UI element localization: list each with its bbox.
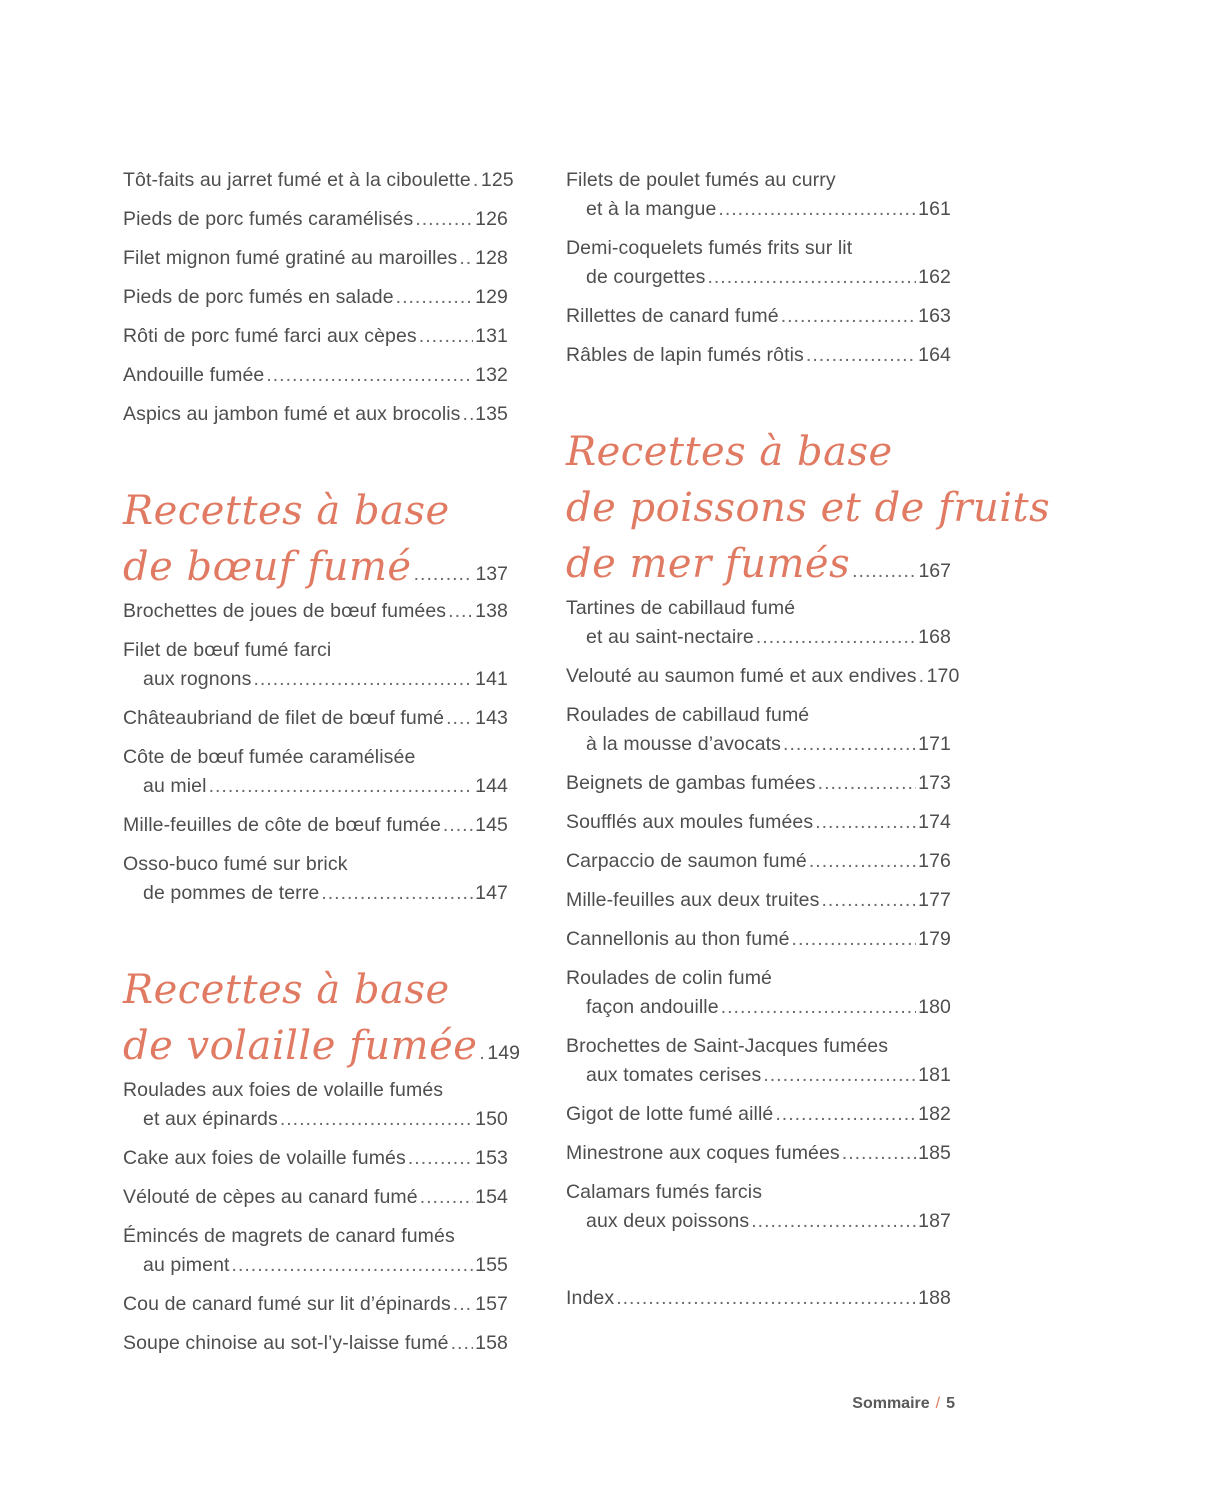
entry-page: 125 [480, 169, 514, 191]
entry-page: 174 [918, 811, 951, 833]
leader-dots [446, 704, 473, 733]
toc-entry[interactable] [566, 1178, 951, 1236]
entry-title: Andouille fumée [123, 364, 265, 386]
entry-page: 141 [475, 668, 508, 690]
entry-title: Vélouté de cèpes au canard fumé [123, 1186, 418, 1208]
toc-entry[interactable] [566, 594, 951, 652]
toc-entry[interactable] [123, 1222, 508, 1280]
entry-page: 173 [918, 772, 951, 794]
entry-title: Pieds de porc fumés en salade [123, 286, 394, 308]
leader-dots [852, 560, 916, 583]
entry-list-poultry [123, 1076, 508, 1358]
toc-entry[interactable] [123, 400, 508, 429]
leader-dots [718, 195, 916, 224]
entry-page: 162 [918, 266, 951, 288]
leader-dots [232, 1251, 474, 1280]
toc-entry[interactable] [566, 234, 951, 292]
entry-page: 163 [918, 305, 951, 327]
entry-page: 164 [918, 344, 951, 366]
leader-dots [721, 993, 916, 1022]
toc-entry[interactable] [566, 769, 951, 798]
toc-entry[interactable] [566, 662, 960, 691]
entry-title: Tôt-faits au jarret fumé et à la ciboulette [123, 169, 471, 191]
entry-title: Rôti de porc fumé farci aux cèpes [123, 325, 417, 347]
leader-dots [451, 1329, 474, 1358]
entry-title: Cou de canard fumé sur lit d’épinards [123, 1293, 451, 1315]
leader-dots [420, 1183, 473, 1212]
leader-dots [783, 730, 916, 759]
leader-dots [280, 1105, 473, 1134]
leader-dots [473, 166, 479, 195]
leader-dots [792, 925, 917, 954]
entry-page: 129 [475, 286, 508, 308]
section-page: 137 [475, 563, 508, 585]
entry-title: Cake aux foies de volaille fumés [123, 1147, 406, 1169]
entry-title: Mille-feuilles de côte de bœuf fumée [123, 814, 441, 836]
toc-entry[interactable] [566, 808, 951, 837]
entry-title: Soupe chinoise au sot-l’y-laisse fumé [123, 1332, 449, 1354]
toc-entry[interactable] [566, 886, 951, 915]
entry-title-continuation: et aux épinards [143, 1108, 278, 1130]
entry-title-continuation: et au saint-nectaire [586, 626, 754, 648]
entry-page: 128 [475, 247, 508, 269]
toc-entry-index[interactable] [566, 1284, 951, 1313]
entry-page: 176 [918, 850, 951, 872]
section-page: 149 [487, 1042, 520, 1064]
section-title-line: de poissons et de fruits [566, 485, 1051, 531]
section-title-line: de mer fumés [566, 541, 851, 587]
toc-entry[interactable] [566, 925, 951, 954]
entry-title: Demi-coquelets fumés frits sur lit [566, 237, 853, 259]
leader-dots [266, 361, 473, 390]
entry-list-pork [123, 166, 514, 429]
entry-title-continuation: à la mousse d’avocats [586, 733, 782, 755]
leader-dots [209, 772, 474, 801]
entry-title-continuation: au piment [143, 1254, 230, 1276]
entry-title-continuation: façon andouille [586, 996, 719, 1018]
entry-title: Filet de bœuf fumé farci [123, 639, 332, 661]
entry-title-continuation: au miel [143, 775, 207, 797]
section-title-line: Recettes à base [566, 429, 893, 475]
toc-entry[interactable] [123, 1329, 508, 1358]
leader-dots [919, 662, 925, 691]
entry-title: Châteaubriand de filet de bœuf fumé [123, 707, 445, 729]
leader-dots [459, 244, 473, 273]
toc-entry[interactable] [123, 597, 508, 626]
entry-title: Cannellonis au thon fumé [566, 928, 790, 950]
leader-dots [443, 811, 473, 840]
footer-separator: / [935, 1395, 941, 1412]
index-block [566, 1284, 951, 1313]
entry-page: 150 [475, 1108, 508, 1130]
entry-title: Brochettes de joues de bœuf fumées [123, 600, 447, 622]
leader-dots [842, 1139, 916, 1168]
entry-page: 132 [475, 364, 508, 386]
entry-title-continuation: aux deux poissons [586, 1210, 750, 1232]
entry-page: 147 [475, 882, 508, 904]
leader-dots [775, 1100, 916, 1129]
entry-page: 185 [918, 1142, 951, 1164]
toc-entry[interactable] [123, 283, 508, 312]
entry-page: 144 [475, 775, 508, 797]
leader-dots [415, 205, 473, 234]
toc-entry[interactable] [123, 205, 508, 234]
section-heading-beef[interactable] [123, 483, 508, 595]
leader-dots [821, 886, 916, 915]
entry-title: Roulades de cabillaud fumé [566, 704, 810, 726]
footer-label: Sommaire [852, 1395, 930, 1412]
toc-entry[interactable] [123, 743, 508, 801]
entry-title: Soufflés aux moules fumées [566, 811, 814, 833]
leader-dots [818, 769, 917, 798]
entry-title-continuation: aux tomates cerises [586, 1064, 762, 1086]
toc-entry[interactable] [123, 811, 508, 840]
entry-title: Beignets de gambas fumées [566, 772, 816, 794]
leader-dots [806, 341, 916, 370]
leader-dots [463, 400, 474, 429]
leader-dots [751, 1207, 916, 1236]
entry-title: Tartines de cabillaud fumé [566, 597, 796, 619]
toc-entry[interactable] [123, 1076, 508, 1134]
entry-title: Calamars fumés farcis [566, 1181, 763, 1203]
entry-title: Velouté au saumon fumé et aux endives [566, 665, 917, 687]
entry-page: 181 [918, 1064, 951, 1086]
footer-page-number: 5 [946, 1395, 955, 1412]
leader-dots [321, 879, 473, 908]
entry-title-continuation: et à la mangue [586, 198, 717, 220]
entry-title-continuation: de courgettes [586, 266, 706, 288]
entry-list-poultry-cont [566, 166, 951, 370]
leader-dots [453, 1290, 473, 1319]
section-page: 167 [918, 560, 951, 582]
entry-page: 187 [918, 1210, 951, 1232]
section-title-line: Recettes à base [123, 488, 450, 534]
toc-entry[interactable] [566, 847, 951, 876]
section-title-line: de bœuf fumé [123, 544, 412, 590]
entry-page: 158 [475, 1332, 508, 1354]
leader-dots [396, 283, 474, 312]
leader-dots [616, 1284, 916, 1313]
leader-dots [408, 1144, 473, 1173]
leader-dots [756, 623, 916, 652]
section-heading-seafood[interactable] [566, 424, 1051, 592]
toc-entry[interactable] [123, 1183, 508, 1212]
toc-entry[interactable] [566, 964, 951, 1022]
entry-page: 145 [475, 814, 508, 836]
entry-page: 188 [918, 1287, 951, 1309]
toc-entry[interactable] [566, 302, 951, 331]
entry-title: Pieds de porc fumés caramélisés [123, 208, 414, 230]
leader-dots [414, 563, 474, 586]
entry-page: 171 [918, 733, 951, 755]
toc-entry[interactable] [123, 166, 514, 195]
entry-page: 155 [475, 1254, 508, 1276]
leader-dots [253, 665, 473, 694]
entry-title: Filet mignon fumé gratiné au maroilles [123, 247, 458, 269]
entry-title: Gigot de lotte fumé aillé [566, 1103, 774, 1125]
toc-entry[interactable] [123, 636, 508, 694]
toc-entry[interactable] [566, 1032, 951, 1090]
entry-title: Rillettes de canard fumé [566, 305, 779, 327]
page-footer [852, 1395, 955, 1413]
entry-page: 154 [475, 1186, 508, 1208]
toc-entry[interactable] [566, 341, 951, 370]
toc-entry[interactable] [123, 704, 508, 733]
entry-page: 179 [918, 928, 951, 950]
toc-entry[interactable] [123, 322, 508, 351]
entry-page: 126 [475, 208, 508, 230]
leader-dots [763, 1061, 916, 1090]
entry-page: 153 [475, 1147, 508, 1169]
toc-entry[interactable] [123, 244, 508, 273]
entry-page: 182 [918, 1103, 951, 1125]
entry-page: 143 [475, 707, 508, 729]
entry-title: Émincés de magrets de canard fumés [123, 1225, 455, 1247]
leader-dots [815, 808, 916, 837]
toc-entry[interactable] [566, 166, 951, 224]
entry-title: Râbles de lapin fumés rôtis [566, 344, 804, 366]
entry-title-continuation: aux rognons [143, 668, 252, 690]
entry-title: Minestrone aux coques fumées [566, 1142, 840, 1164]
entry-title: Carpaccio de saumon fumé [566, 850, 807, 872]
entry-title: Roulades de colin fumé [566, 967, 772, 989]
entry-title: Côte de bœuf fumée caramélisée [123, 746, 416, 768]
entry-page: 177 [918, 889, 951, 911]
entry-page: 168 [918, 626, 951, 648]
toc-entry[interactable] [123, 850, 508, 908]
toc-entry[interactable] [123, 1144, 508, 1173]
entry-page: 161 [918, 198, 951, 220]
entry-title: Aspics au jambon fumé et aux brocolis [123, 403, 461, 425]
leader-dots [448, 597, 473, 626]
toc-right-column [566, 166, 1051, 1313]
entry-title: Osso-buco fumé sur brick [123, 853, 348, 875]
leader-dots [781, 302, 916, 331]
entry-title: Brochettes de Saint-Jacques fumées [566, 1035, 889, 1057]
leader-dots [809, 847, 916, 876]
entry-page: 170 [926, 665, 960, 687]
entry-title: Roulades aux foies de volaille fumés [123, 1079, 444, 1101]
toc-entry[interactable] [123, 1290, 508, 1319]
entry-title-continuation: de pommes de terre [143, 882, 320, 904]
section-title-line: Recettes à base [123, 967, 450, 1013]
entry-title: Index [566, 1287, 615, 1309]
toc-left-column [123, 166, 520, 1358]
section-title-line: de volaille fumée [123, 1023, 478, 1069]
toc-entry[interactable] [566, 1139, 951, 1168]
leader-dots [419, 322, 473, 351]
entry-list-beef [123, 597, 508, 908]
toc-entry[interactable] [566, 1100, 951, 1129]
toc-entry[interactable] [123, 361, 508, 390]
entry-page: 157 [475, 1293, 508, 1315]
toc-entry[interactable] [566, 701, 951, 759]
section-heading-poultry[interactable] [123, 962, 520, 1074]
entry-page: 138 [475, 600, 508, 622]
entry-title: Filets de poulet fumés au curry [566, 169, 836, 191]
entry-page: 131 [475, 325, 508, 347]
leader-dots [479, 1042, 485, 1065]
entry-list-seafood [566, 594, 960, 1236]
entry-page: 135 [475, 403, 508, 425]
entry-page: 180 [918, 996, 951, 1018]
entry-title: Mille-feuilles aux deux truites [566, 889, 820, 911]
leader-dots [707, 263, 916, 292]
